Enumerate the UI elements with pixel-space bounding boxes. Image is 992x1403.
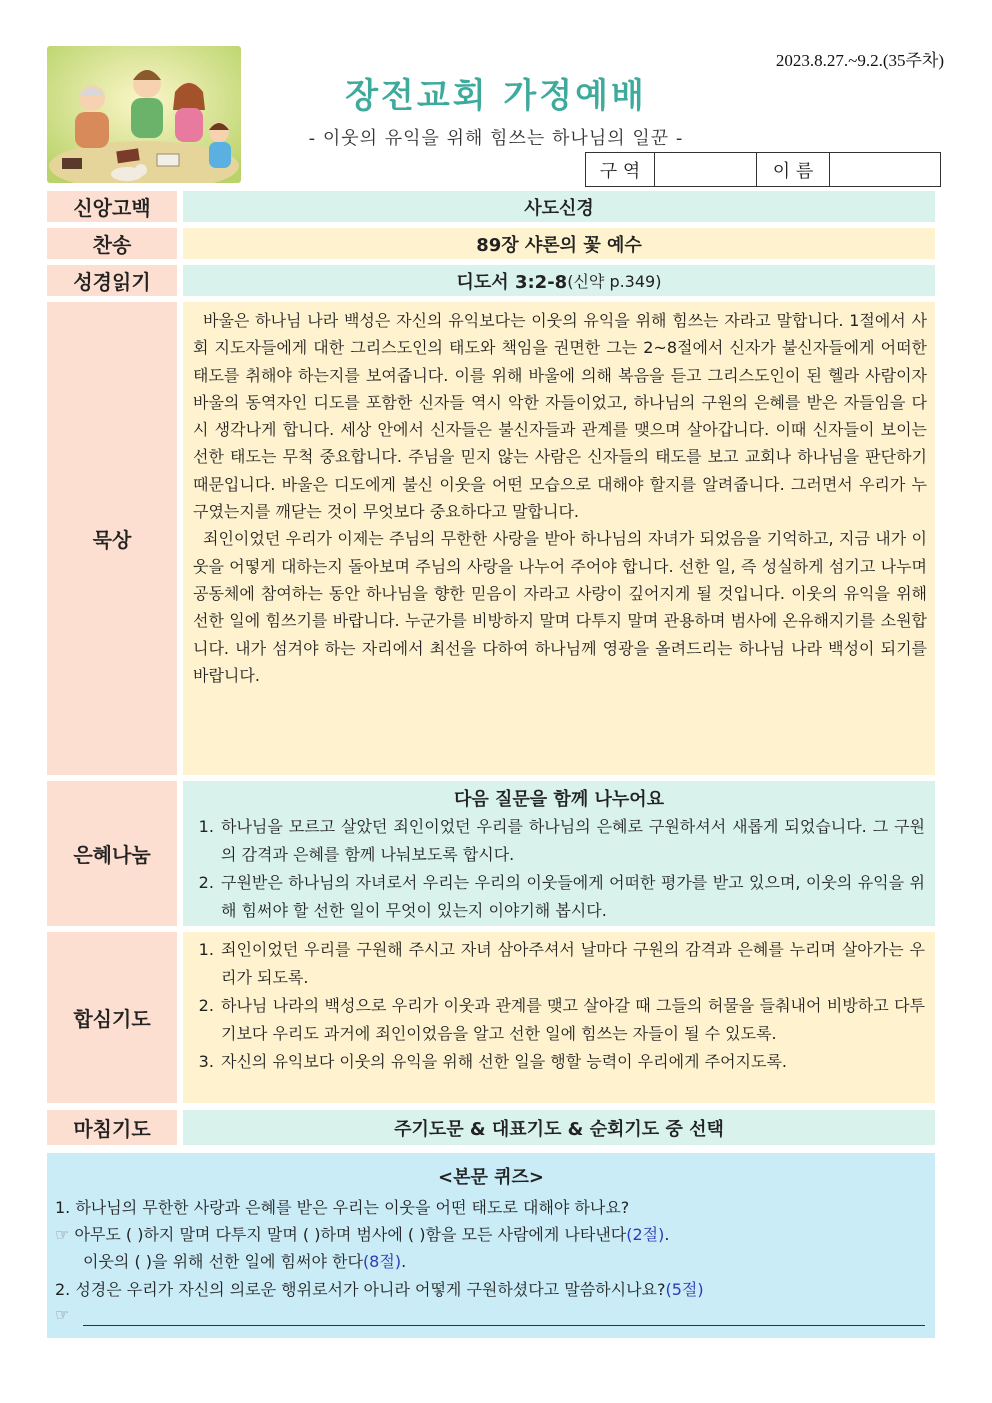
quiz-answer-1-text[interactable]: 아무도 ( )하지 말며 다투지 말며 ( )하며 범사에 ( )함을 모든 사람에게 나타낸다 xyxy=(74,1225,627,1244)
quiz-answer-2 xyxy=(55,1305,69,1324)
worship-date: 2023.8.27.~9.2.(35주차) xyxy=(775,51,944,70)
sharing-heading: 다음 질문을 함께 나누어요 xyxy=(453,789,665,810)
district-label: 구 역 xyxy=(586,153,655,186)
district-field[interactable] xyxy=(655,153,757,186)
page-title: 장전교회 가정예배 xyxy=(345,76,647,116)
quiz-answer-1b: 이웃의 ( )을 위해 선한 일에 힘써야 한다(8절). xyxy=(83,1252,407,1271)
quiz-question-2 xyxy=(55,1277,704,1300)
reading-passage: 디도서 3:2-8 xyxy=(456,271,568,293)
name-field[interactable] xyxy=(830,153,940,186)
page-subtitle: - 이웃의 유익을 위해 힘쓰는 하나님의 일꾼 - xyxy=(308,128,684,149)
quiz-answer-1b-ref: (8절) xyxy=(362,1252,402,1271)
meditation-paragraph: 바울은 하나님 나라 백성은 자신의 유익보다는 이웃의 유익을 위해 힘쓰는 자라고 말합니다. 1절에서 사회 지도자들에게 대한 그리스도인의 태도와 책임을 권면한 그는 2~8절에서 신자가 불신자들에게 어떠한 태도를 취해야 하는지를 보여줍니다. 이를 위해 바울에 의해 복음을 듣고 그리스도인이 된 헬라 사람이자 바울의 동역자인 디도를 포함한 신자들 역시 악한 자들이었고, 하나님의 구원의 은혜를 받은 자들임을 다시 생각나게 합니다. 세상 안에서 신자들은 불신자들과 관계를 맺으며 살아갑니다. 이때 신자들이 보이는 선한 태도는 무척 중요합니다. 주님을 믿지 않는 사람은 신자들의 태도를 보고 교회나 하나님을 판단하기 때문입니다. 바울은 디도에게 불신 이웃을 어떤 모습으로 대해야 할지를 알려줍니다. 그러면서 우리가 누구였는지를 깨닫는 것이 무엇보다 중요하다고 말합니다. xyxy=(193,311,927,522)
reading-value xyxy=(183,265,935,296)
name-label: 이 름 xyxy=(757,153,830,186)
prayer-content xyxy=(183,932,935,1103)
prayer-items xyxy=(183,936,935,1076)
pointing-hand-icon: ☞ xyxy=(55,1225,70,1244)
pointing-hand-icon: ☞ xyxy=(55,1305,70,1324)
prayer-item: 3. 자신의 유익보다 이웃의 유익을 위해 선한 일을 행할 능력이 우리에게 주어지도록. xyxy=(219,1048,925,1076)
creed-label: 신앙고백 xyxy=(47,191,177,222)
reading-row xyxy=(47,265,935,296)
district-name-box xyxy=(585,152,941,187)
closing-value: 주기도문 & 대표기도 & 순회기도 중 선택 xyxy=(183,1110,935,1145)
meditation-row xyxy=(47,302,935,775)
meditation-label: 묵상 xyxy=(47,302,177,775)
prayer-label: 합심기도 xyxy=(47,932,177,1103)
quiz-answer-1b-text[interactable]: 이웃의 ( )을 위해 선한 일에 힘써야 한다 xyxy=(83,1252,363,1271)
closing-row xyxy=(47,1110,935,1145)
reading-label: 성경읽기 xyxy=(47,265,177,296)
creed-value: 사도신경 xyxy=(183,191,935,222)
meditation-text xyxy=(183,302,935,775)
quiz-title: <본문 퀴즈> xyxy=(438,1167,544,1188)
prayer-item: 2. 하나님 나라의 백성으로 우리가 이웃과 관계를 맺고 살아갈 때 그들의 허물을 들춰내어 비방하고 다투기보다 우리도 과거에 죄인이었음을 알고 선한 일에 힘쓰는 자들이 될 수 있도록. xyxy=(219,992,925,1048)
closing-label: 마침기도 xyxy=(47,1110,177,1145)
sharing-questions xyxy=(183,813,935,925)
quiz-question-2-text: 2. 성경은 우리가 자신의 의로운 행위로서가 아니라 어떻게 구원하셨다고 말씀하시나요? xyxy=(55,1280,666,1299)
hymn-value: 89장 샤론의 꽃 예수 xyxy=(183,228,935,259)
bible-quiz xyxy=(47,1153,935,1338)
quiz-answer-2-line[interactable] xyxy=(83,1325,925,1326)
sharing-row xyxy=(47,781,935,926)
quiz-question-2-ref: (5절) xyxy=(665,1280,704,1299)
hymn-label: 찬송 xyxy=(47,228,177,259)
quiz-answer-1: ☞ 아무도 ( )하지 말며 다투지 말며 ( )하며 범사에 ( )함을 모든 사람에게 나타낸다(2절). xyxy=(55,1225,670,1244)
sharing-content xyxy=(183,781,935,926)
sharing-question: 1. 하나님을 모르고 살았던 죄인이었던 우리를 하나님의 은혜로 구원하셔서 새롭게 되었습니다. 그 구원의 감격과 은혜를 함께 나눠보도록 합시다. xyxy=(219,813,925,869)
meditation-paragraph: 죄인이었던 우리가 이제는 주님의 무한한 사랑을 받아 하나님의 자녀가 되었음을 기억하고, 지금 내가 이웃을 어떻게 대하는지 돌아보며 주님의 사랑을 나누어 주어야 합니다. 선한 일, 즉 성실하게 섬기고 나누며 공동체에 참여하는 동안 하나님을 향한 믿음이 자라고 사랑이 깊어지게 될 것입니다. 이웃의 유익을 위해 선한 일에 힘쓰기를 바랍니다. 누군가를 비방하지 말며 다투지 말며 관용하며 범사에 온유해지기를 소원합니다. 내가 섬겨야 하는 자리에서 최선을 다하여 하나님께 영광을 올려드리는 하나님 나라 백성이 되기를 바랍니다. xyxy=(193,529,927,685)
quiz-question-1: 1. 하나님의 무한한 사랑과 은혜를 받은 우리는 이웃을 어떤 태도로 대해야 하나요? xyxy=(55,1198,630,1217)
sharing-label: 은혜나눔 xyxy=(47,781,177,926)
hymn-row xyxy=(47,228,935,259)
prayer-row xyxy=(47,932,935,1103)
reading-page-ref: (신약 p.349) xyxy=(567,272,662,291)
prayer-item: 1. 죄인이었던 우리를 구원해 주시고 자녀 삼아주셔서 날마다 구원의 감격과 은혜를 누리며 살아가는 우리가 되도록. xyxy=(219,936,925,992)
sharing-question: 2. 구원받은 하나님의 자녀로서 우리는 우리의 이웃들에게 어떠한 평가를 받고 있으며, 이웃의 유익을 위해 힘써야 할 선한 일이 무엇이 있는지 이야기해 봅시다. xyxy=(219,869,925,925)
quiz-answer-1-ref: (2절) xyxy=(626,1225,665,1244)
creed-row xyxy=(47,191,935,222)
